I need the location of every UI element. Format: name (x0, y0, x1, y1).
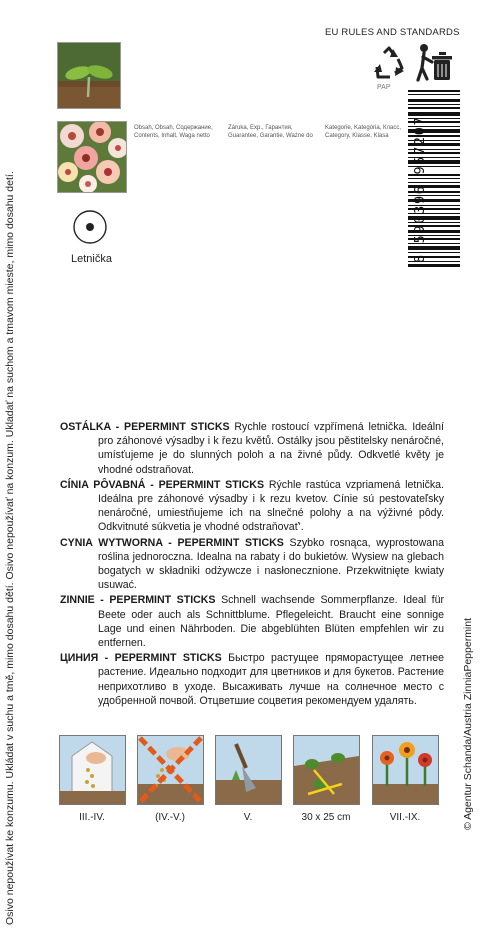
description-cz (60, 420, 444, 477)
description-cz-title: OSTÁLKA - PEPERMINT STICKS (60, 421, 230, 433)
step-sow-indoors (59, 735, 126, 805)
step-label-1: III.-IV. (79, 812, 105, 823)
description-de (60, 593, 444, 650)
legend-category-line-1: Kategorie, Kategória, Класс, (325, 125, 402, 131)
tidyman-icon (415, 42, 453, 86)
description-pl (60, 536, 444, 593)
description-ru-text: Быстро растущее пряморастущее летнее растение. Идеально подходит для цветников и для букетов. Растение неприхотливо в уходе. Высаживать лучше на солнечное место с удобренной почвой. Отцветшие соцветия рекомендуем удалять. (98, 652, 444, 707)
description-ru-title: ЦИНИЯ - PEPERMINT STICKS (60, 652, 222, 665)
description-sk-title: CÍNIA PÔVABNÁ - PEPERMINT STICKS (60, 478, 265, 491)
storage-notice-line-1: Osivo nepoužívat ke konzumu. Ukládat v suchu a tmě, mimo dosahu dětí. Osivo nepoužívať na konzum. Ukladať na suchom a tmavom mieste, mimo dosahu detí. (4, 171, 16, 925)
description-block (60, 420, 444, 709)
barcode-number: 8 590396 957207 (412, 115, 428, 263)
step-label-4: 30 x 25 cm (301, 812, 351, 823)
step-plant-out (215, 735, 282, 805)
step-flowering (372, 735, 439, 805)
step-sow-outdoors (137, 735, 204, 805)
storage-notice (2, 65, 36, 925)
description-cz-text: Rychle rostoucí vzpřímená letnička. Ideální pro záhonové výsadby i k řezu květů. Ostálky jsou pěstitelsky nenáročné, umísťujeme je do slunných poloh a na živné půdy. Odkvetlé květy je vhodné odstraňovat. (98, 421, 444, 476)
legend-contents-line-2: Contents, Inhalt, Waga netto (134, 133, 210, 139)
legend-guarantee-line-2: Guarantee, Garantie, Ważne do (228, 133, 313, 139)
legend-category-line-2: Category, Klasse, Klasa (325, 133, 389, 139)
zinnia-flowers-photo (57, 121, 127, 193)
eu-rules-label: EU RULES AND STANDARDS (325, 27, 460, 38)
description-sk (60, 478, 444, 535)
description-ru (60, 651, 444, 708)
description-pl-title: CYNIA WYTWORNA - PEPERMINT STICKS (60, 536, 284, 549)
description-sk-text: Rýchle rastúca vzpriamená letnička. Ideálna pre záhonové výsadby i k rezu kvetov. Cínie sú pestovateľsky nenáročné, umiestňujeme ich na slnečné polohy a na výživné pôdy. Odkvitnuté súkvetia je vhodné odstraňovať'. (98, 478, 444, 534)
recycle-icon (371, 45, 407, 81)
seedling-photo (57, 42, 121, 109)
annual-label: Letnička (71, 253, 112, 265)
legend-guarantee-line-1: Záruka, Exp., Гарантия, (228, 125, 293, 131)
step-label-5: VII.-IX. (389, 812, 421, 823)
description-de-text: Schnell wachsende Sommerpflanze. Ideal für Beete oder auch als Schnittblume. Pflegeleicht. Braucht eine sonnige Lage und einen Nährboden. Die abgeblühten Blüten empfehlen wir zu entfernen. (98, 594, 445, 650)
description-de-title: ZINNIE - PEPERMINT STICKS (60, 594, 216, 607)
annual-plant-icon (72, 209, 108, 245)
legend-contents-line-1: Obsah, Obsah, Содержание, (134, 125, 213, 131)
copyright-text: © Agentur Schanda/Austria ZinniaPeppermint (462, 617, 474, 830)
legend-contents (134, 124, 226, 140)
step-label-3: V. (243, 812, 253, 823)
step-label-2: (IV.-V.) (155, 812, 185, 823)
description-pl-text: Szybko rosnąca, wyprostowana roślina jednoroczna. Idealna na rabaty i do bukietów. Wysiew na glebach bogatych w składniki odżywcze i nasłonecznione. Przekwitnięte kwiaty usuwać. (98, 536, 444, 592)
legend-category (325, 124, 407, 140)
recycle-label: PAP (377, 84, 391, 91)
legend-guarantee (228, 124, 323, 140)
step-spacing (293, 735, 360, 805)
